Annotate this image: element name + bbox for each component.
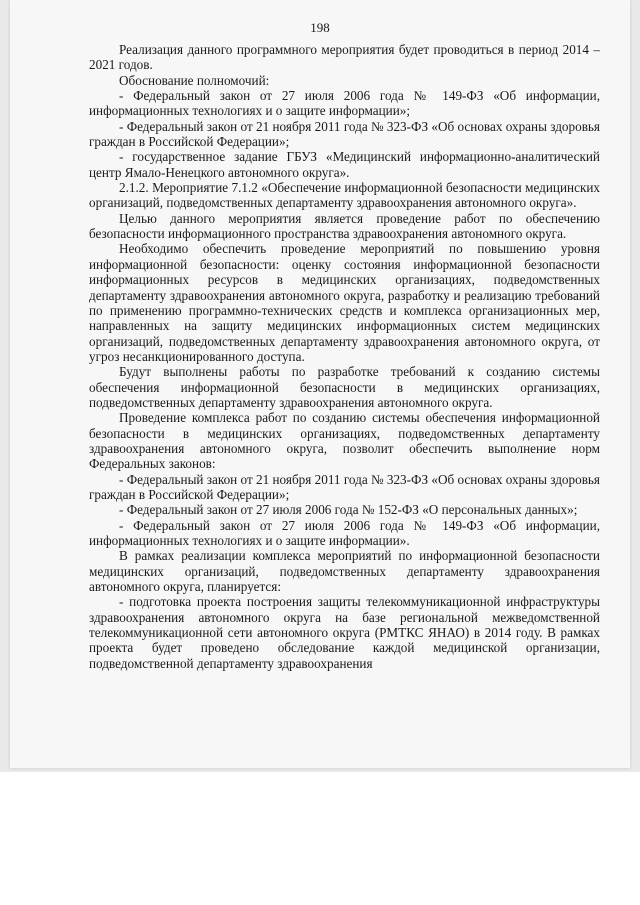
- paragraph-authority-heading: Обоснование полномочий:: [119, 72, 270, 88]
- paragraph-measures: Необходимо обеспечить проведение мероприятий по повышению уровня информационной безопасности: оценку состояния информационной безопасности информационных ресурсов в медицинских организациях, подведомственных департаменту здравоохранения автономного округа, разработку и реализацию требований по применению программно-технических средств и комплекса организационных мер, направленных на защиту медицинских информационных систем медицинских организаций, подведомственных департаменту здравоохранения автономного округа, от угроз несанкционированного доступа.: [89, 241, 600, 364]
- list-item-law-323: - Федеральный закон от 21 ноября 2011 года № 323-ФЗ «Об основах охраны здоровья граждан в Российской Федерации»;: [89, 118, 600, 150]
- page-number: 198: [310, 20, 330, 35]
- list-item-project: - подготовка проекта построения защиты телекоммуникационной инфраструктуры здравоохранения автономного округа на базе региональной межведомственной телекоммуникационной сети автономного округа (РМТКС ЯНАО) в 2014 году. В рамках проекта будет проведено обследование каждой медицинской организации, подведомственной департаменту здравоохранения: [89, 594, 600, 671]
- paragraph-requirements: Будут выполнены работы по разработке требований к созданию системы обеспечения информационной безопасности в медицинских организациях, подведомственных департаменту здравоохранения автономного округа.: [89, 364, 600, 410]
- list-item-law-149: - Федеральный закон от 27 июля 2006 года № 149-ФЗ «Об информации, информационных технологиях и о защите информации»;: [89, 88, 600, 119]
- paragraph-compliance: Проведение комплекса работ по созданию системы обеспечения информационной безопасности в медицинских организациях, подведомственных департаменту здравоохранения автономного округа, позволит обеспечить выполнение норм Федеральных законов:: [89, 410, 600, 472]
- paragraph-period: Реализация данного программного мероприятия будет проводиться в период 2014 – 2021 годов.: [89, 42, 600, 73]
- list-item-law-149-second: - Федеральный закон от 27 июля 2006 года № 149-ФЗ «Об информации, информационных технологиях и о защите информации».: [89, 517, 600, 548]
- paragraph-planned: В рамках реализации комплекса мероприятий по информационной безопасности медицинских организаций, подведомственных департаменту здравоохранения автономного округа, планируется:: [89, 548, 600, 595]
- document-body: [89, 42, 600, 671]
- section-heading-7-1-2: 2.1.2. Мероприятие 7.1.2 «Обеспечение информационной безопасности медицинских организаций, подведомственных департаменту здравоохранения автономного округа».: [89, 180, 600, 211]
- list-item-law-323-second: - Федеральный закон от 21 ноября 2011 года № 323-ФЗ «Об основах охраны здоровья граждан в Российской Федерации»;: [89, 471, 600, 502]
- list-item-law-152: - Федеральный закон от 27 июля 2006 года № 152-ФЗ «О персональных данных»;: [119, 502, 578, 518]
- list-item-state-task: - государственное задание ГБУЗ «Медицинский информационно-аналитический центр Ямало-Ненецкого автономного округа».: [89, 149, 600, 180]
- paragraph-goal: Целью данного мероприятия является проведение работ по обеспечению безопасности информационного пространства здравоохранения автономного округа.: [89, 210, 600, 242]
